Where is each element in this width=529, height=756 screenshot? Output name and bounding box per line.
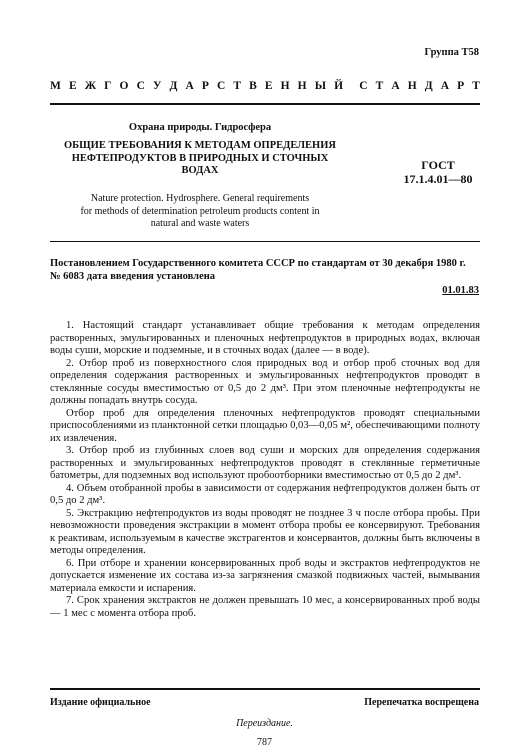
heading-letter: Н: [407, 80, 417, 92]
heading-letter: Е: [264, 80, 273, 92]
paragraph: 1. Настоящий стандарт устанавливает общие требования к методам определения растворенных, эмульгированных и пленочных нефтепродуктов в природных водах, включая воды суши, морские и подземные, и в сточных водах (далее — в воде).: [50, 320, 480, 356]
paragraph: 2. Отбор проб из поверхностного слоя природных вод и отбор проб сточных вод для определения содержания растворенных и эмульгированных нефтепродуктов проводят в стеклянные сосуды вместимостью от 0,5 до 2 дм³. При этом пленочные нефтепродукты не должны попадать внутрь сосуда.: [50, 357, 480, 406]
heading-letter: Д: [424, 80, 433, 92]
heading-letter: Р: [201, 80, 209, 92]
decree-line: Постановлением Государственного комитета СССР по стандартам от 30 декабря 1980 г.: [50, 258, 466, 269]
heading-letter: Т: [233, 80, 242, 92]
footer-rule: [50, 688, 480, 690]
header-rule: [50, 103, 480, 105]
heading-letter: Р: [457, 80, 465, 92]
heading-letter: В: [249, 80, 257, 92]
reissue-note: Переиздание.: [236, 718, 293, 729]
heading-letter: Т: [472, 80, 480, 92]
paragraph: 3. Отбор проб из глубинных слоев вод суши и морских для определения содержания растворенных и эмульгированных нефтепродуктов проводят в стеклянные герметичные батометры, для подземных вод используют пробоотборники вместимостью от 0,5 до 2 дм³.: [50, 445, 480, 481]
heading-letter: Ж: [84, 80, 97, 92]
heading-letter: Н: [297, 80, 307, 92]
heading-letter: С: [217, 80, 226, 92]
reprint-prohibited-label: Перепечатка воспрещена: [364, 697, 479, 708]
paragraph: Отбор проб для определения пленочных нефтепродуктов проводят специальными приспособлениями из планктонной сетки площадью 0,03—0,05 м², обеспечивающими полноту их извлечения.: [50, 407, 480, 444]
english-title-line: Nature protection. Hydrosphere. General requirements: [90, 193, 310, 204]
decree-text: [50, 257, 480, 283]
heading-letter: А: [185, 80, 194, 92]
heading-letter: М: [50, 80, 61, 92]
paragraph: 4. Объем отобранной пробы в зависимости от содержания нефтепродуктов должен быть от 0,5 до 2 дм³.: [50, 482, 480, 506]
english-title-line: for methods of determination petroleum products content in: [80, 205, 320, 217]
heading-letter: Ы: [314, 80, 326, 92]
title-line: НЕФТЕПРОДУКТОВ В ПРИРОДНЫХ И СТОЧНЫХ: [71, 152, 329, 164]
heading-letter: Н: [280, 80, 290, 92]
heading-letter: Й: [334, 80, 344, 92]
heading-letter: Г: [104, 80, 112, 92]
group-code: Группа Т58: [424, 47, 479, 58]
heading-letter: Е: [68, 80, 77, 92]
paragraph: 6. При отборе и хранении консервированных проб воды и экстрактов нефтепродуктов не допускается изменение их состава из-за загрязнения смазкой подвижных частей, вымывания материала емкости и испарения.: [50, 557, 480, 594]
heading-letter: С: [136, 80, 145, 92]
effective-date: 01.01.83: [442, 285, 479, 296]
heading-letter: О: [119, 80, 129, 92]
title-line: ВОДАХ: [181, 165, 219, 176]
heading-letter: А: [391, 80, 400, 92]
english-title: [55, 193, 345, 231]
gost-label: ГОСТ: [421, 158, 455, 172]
english-title-line: natural and waste waters: [150, 218, 250, 229]
paragraph: 5. Экстракцию нефтепродуктов из воды проводят не позднее 3 ч после отбора пробы. При невозможности проведения экстракции в момент отбора пробы ее консервируют. Требования к реактивам, используемым в качестве экстрагентов и консервантов, должны быть включены в методы определения.: [50, 507, 480, 556]
heading-letter: Д: [169, 80, 178, 92]
official-edition-label: Издание официальное: [50, 697, 151, 708]
series-title: Охрана природы. Гидросфера: [128, 122, 272, 133]
heading-letter: С: [359, 80, 368, 92]
decree-line: № 6083 дата введения установлена: [50, 271, 216, 282]
heading-letter: Т: [375, 80, 384, 92]
title-block-rule: [50, 241, 480, 242]
document-body: [50, 320, 480, 620]
gost-designation: [398, 158, 478, 186]
heading-letter: А: [440, 80, 450, 92]
title-line: ОБЩИЕ ТРЕБОВАНИЯ К МЕТОДАМ ОПРЕДЕЛЕНИЯ: [64, 140, 336, 151]
page-number: 787: [257, 737, 272, 748]
document-title: [60, 140, 340, 178]
standard-type-heading: [50, 80, 480, 92]
heading-letter: У: [152, 80, 162, 92]
gost-number: 17.1.4.01—80: [403, 172, 473, 186]
paragraph: 7. Срок хранения экстрактов не должен превышать 10 мес, а консервированных проб воды — 1 мес с момента отбора проб.: [50, 595, 480, 619]
